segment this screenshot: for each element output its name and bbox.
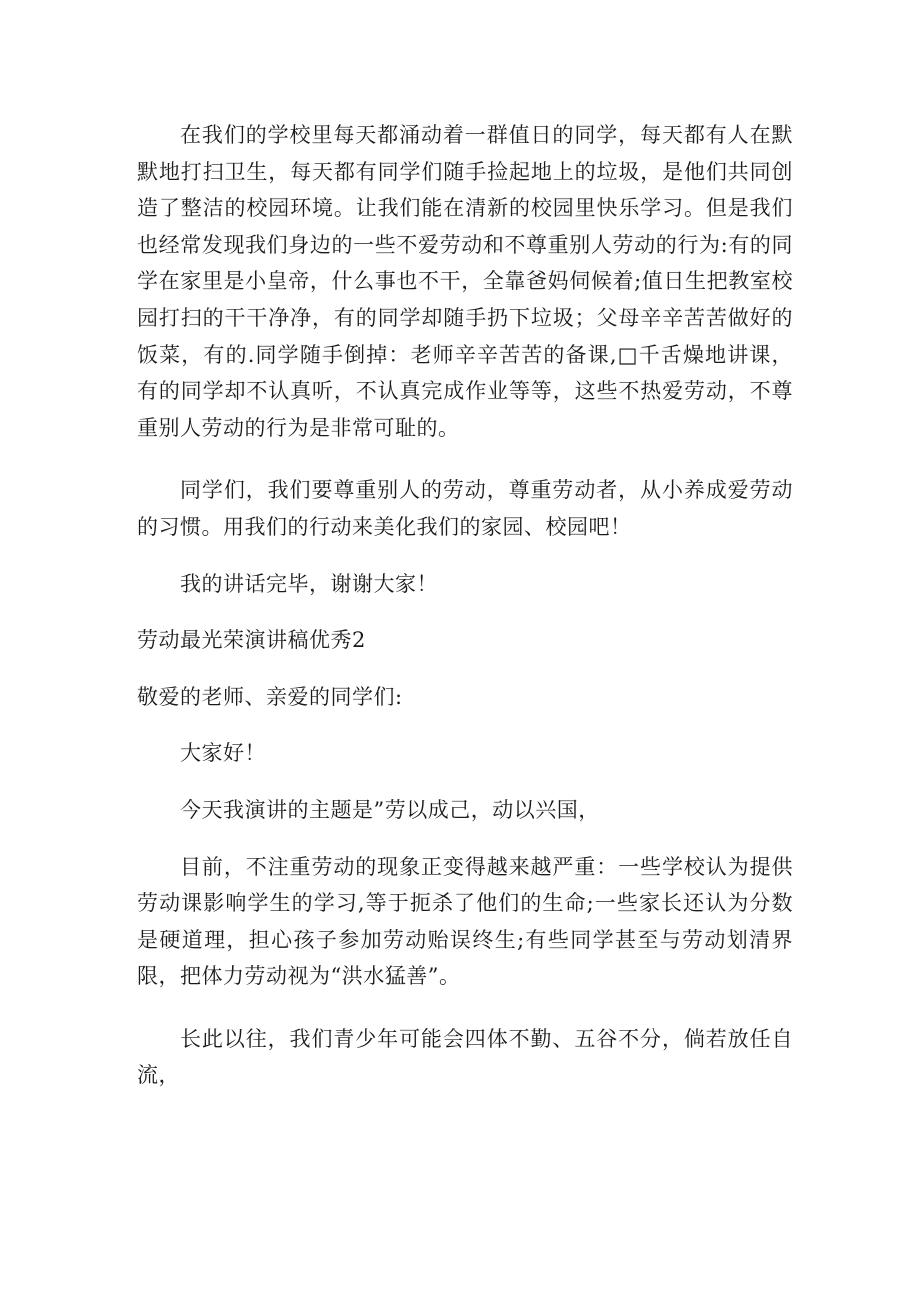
body-paragraph: 同学们，我们要尊重别人的劳动，尊重劳动者，从小养成爱劳动的习惯。用我们的行动来美化我们的家园、校园吧！ (137, 478, 793, 539)
salutation: 敬爱的老师、亲爱的同学们: (137, 684, 403, 709)
section-title: 劳动最光荣演讲稿优秀2 (137, 628, 366, 653)
greeting: 大家好！ (180, 741, 266, 766)
document-page (137, 117, 793, 1094)
body-paragraph: 长此以往，我们青少年可能会四体不勤、五谷不分，倘若放任自流， (137, 1026, 793, 1088)
closing-line: 我的讲话完毕，谢谢大家！ (180, 571, 438, 596)
body-paragraph: 目前，不注重劳动的现象正变得越来越严重：一些学校认为提供劳动课影响学生的学习,等于扼杀了他们的生命;一些家长还认为分数是硬道理，担心孩子参加劳动贻误终生;有些同学甚至与劳动划清界限，把体力劳动视为“洪水猛善”。 (137, 854, 793, 989)
topic-line: 今天我演讲的主题是”劳以成己，动以兴国， (180, 797, 600, 822)
body-paragraph: 在我们的学校里每天都涌动着一群值日的同学，每天都有人在默默地打扫卫生，每天都有同学们随手捡起地上的垃圾，是他们共同创造了整洁的校园环境。让我们能在清新的校园里快乐学习。但是我们也经常发现我们身边的一些不爱劳动和不尊重别人劳动的行为:有的同学在家里是小皇帝，什么事也不干，全靠爸妈伺候着;值日生把教室校园打扫的干干净净，有的同学却随手扔下垃圾；父母辛辛苦苦做好的饭菜，有的.同学随手倒掉：老师辛辛苦苦的备课,□千舌燥地讲课，有的同学却不认真听，不认真完成作业等等，这些不热爱劳动，不尊重别人劳动的行为是非常可耻的。 (137, 123, 793, 440)
